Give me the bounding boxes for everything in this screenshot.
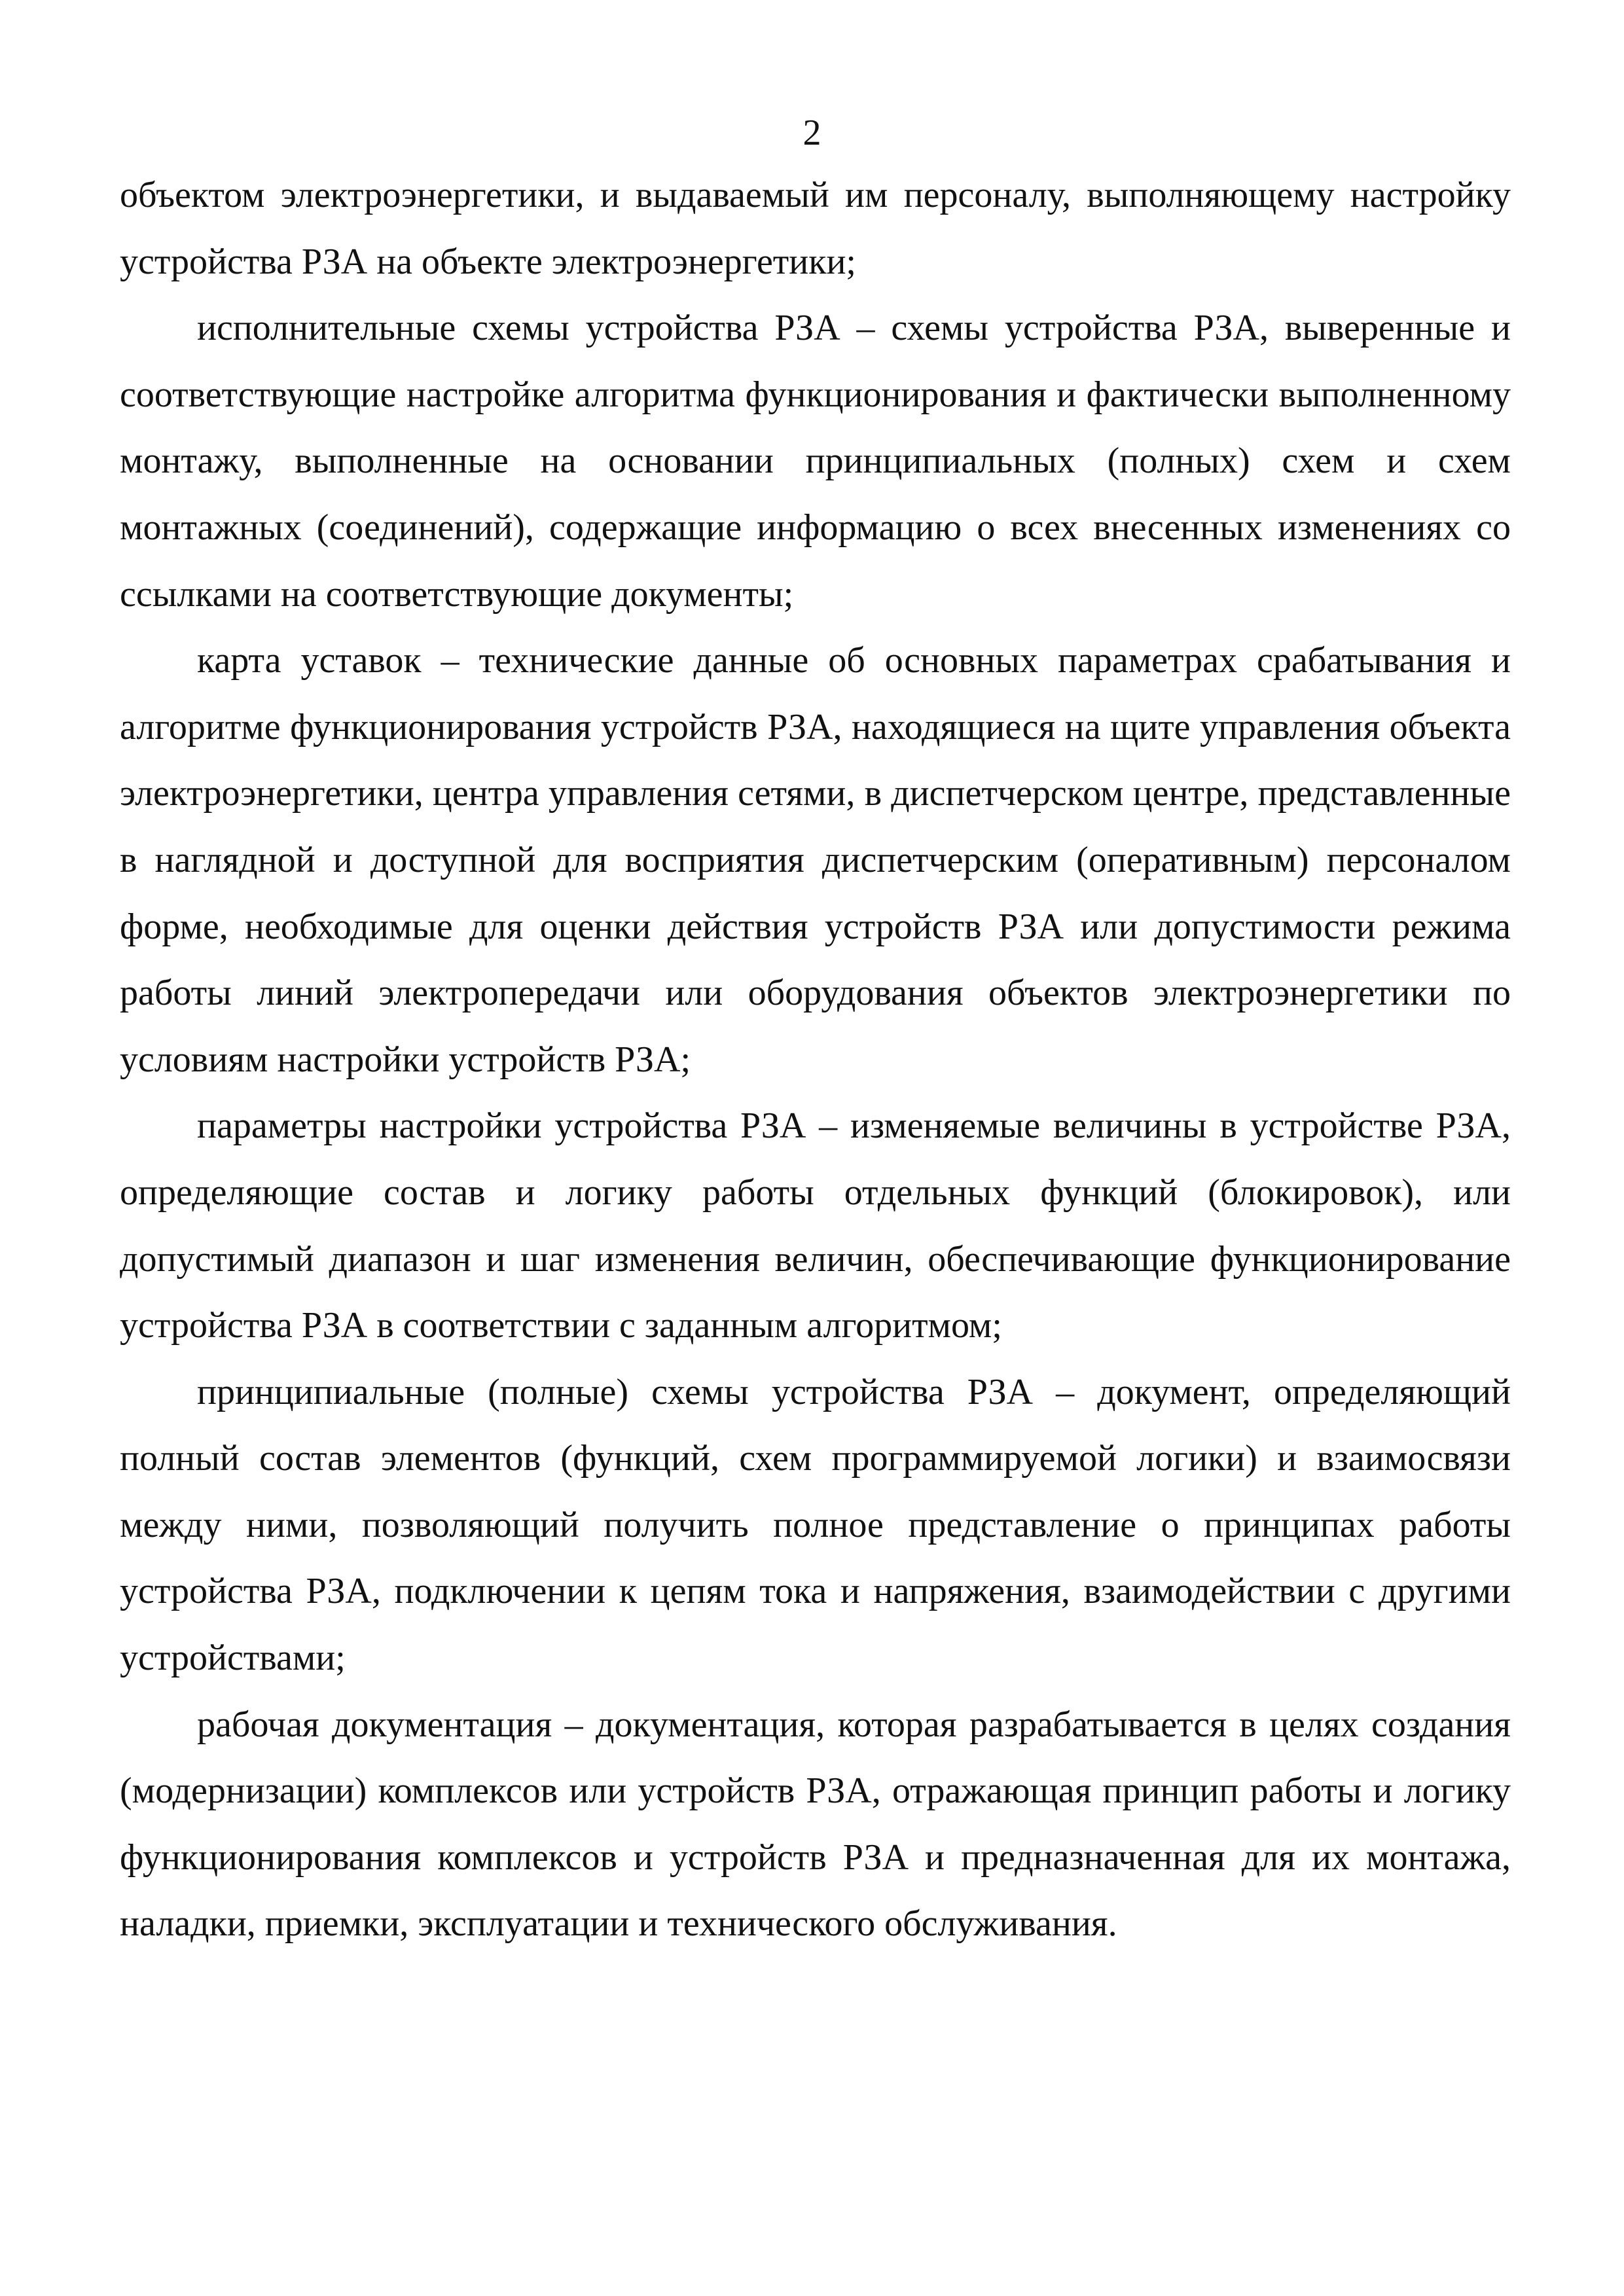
paragraph-continuation: объектом электроэнергетики, и выдаваемый им персоналу, выполняющему настройку устройства РЗА на объекте электроэнергетики; [120, 175, 1511, 282]
document-body [120, 162, 1511, 1958]
paragraph-definition-settings-card: карта уставок – технические данные об основных параметрах срабатывания и алгоритме функционирования устройств РЗА, находящиеся на щите управления объекта электроэнергетики, центра управления сетями, в диспетчерском центре, представленные в наглядной и доступной для восприятия диспетчерским (оперативным) персоналом форме, необходимые для оценки действия устройств РЗА или допустимости режима работы линий электропередачи или оборудования объектов электроэнергетики по условиям настройки устройств РЗА; [120, 640, 1511, 1080]
paragraph-definition-schematic-diagrams: принципиальные (полные) схемы устройства РЗА – документ, определяющий полный состав элементов (функций, схем программируемой логики) и взаимосвязи между ними, позволяющий получить полное представление о принципах работы устройства РЗА, подключении к цепям тока и напряжения, взаимодействии с другими устройствами; [120, 1371, 1511, 1679]
paragraph-definition-as-built-schemes: исполнительные схемы устройства РЗА – схемы устройства РЗА, выверенные и соответствующие настройке алгоритма функционирования и фактически выполненному монтажу, выполненные на основании принципиальных (полных) схем и схем монтажных (соединений), содержащие информацию о всех внесенных изменениях со ссылками на соответствующие документы; [120, 308, 1511, 615]
paragraph-definition-configuration-parameters: параметры настройки устройства РЗА – изменяемые величины в устройстве РЗА, определяющие состав и логику работы отдельных функций (блокировок), или допустимый диапазон и шаг изменения величин, обеспечивающие функционирование устройства РЗА в соответствии с заданным алгоритмом; [120, 1105, 1511, 1346]
paragraph-definition-working-documentation: рабочая документация – документация, которая разрабатывается в целях создания (модернизации) комплексов или устройств РЗА, отражающая принцип работы и логику функционирования комплексов и устройств РЗА и предназначенная для их монтажа, наладки, приемки, эксплуатации и технического обслуживания. [120, 1704, 1511, 1945]
page-number: 2 [803, 113, 821, 153]
